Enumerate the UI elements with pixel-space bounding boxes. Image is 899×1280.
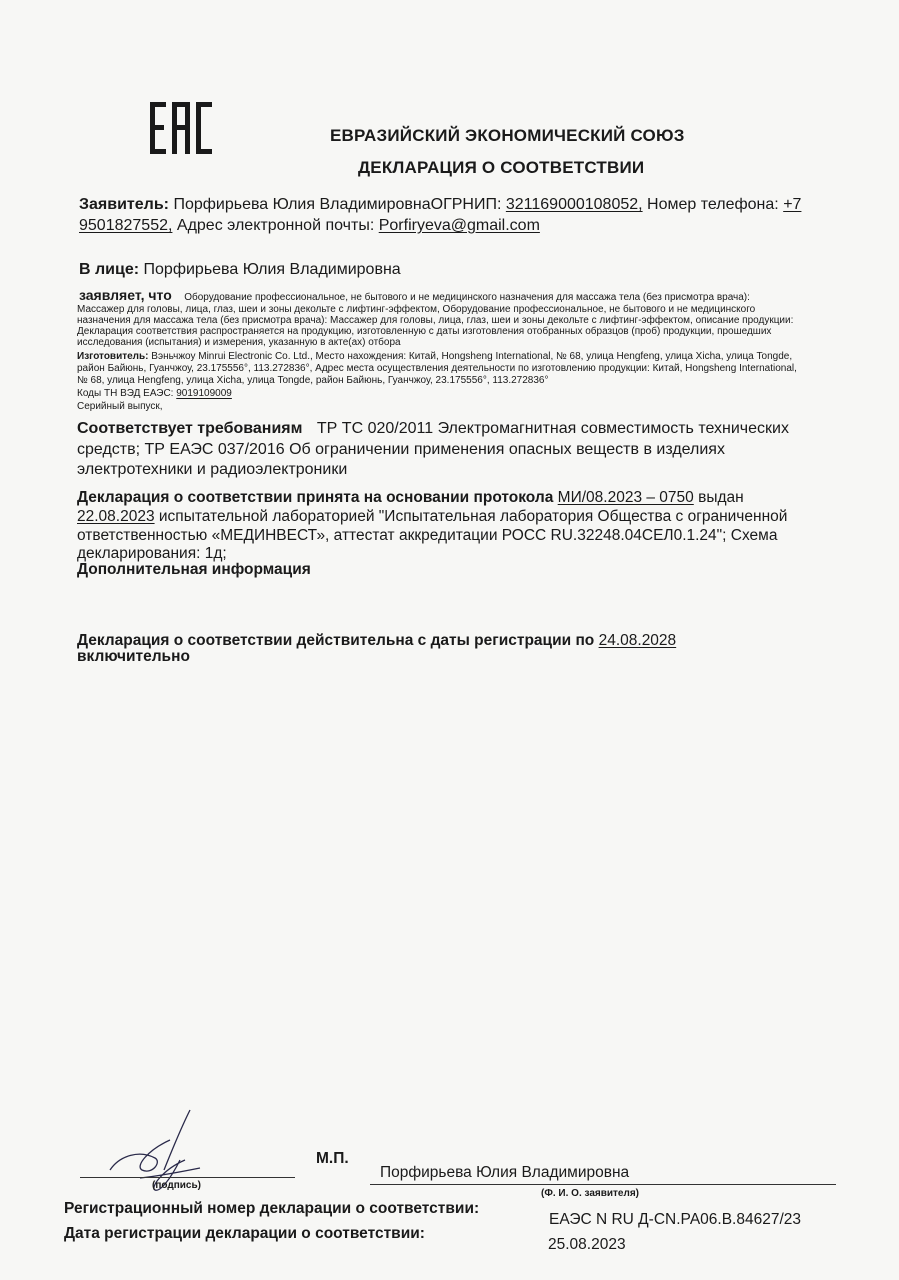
applicant-signature-name: Порфирьева Юлия Владимировна (380, 1164, 630, 1181)
validity-label: Декларация о соответствии действительна с даты регистрации по (77, 632, 595, 649)
declares-text-1: Оборудование профессиональное, не бытового и не медицинского назначения для массажа тела (без присмотра врача): (184, 292, 750, 303)
person-line (79, 261, 401, 279)
declares-label: заявляет, что (79, 287, 172, 303)
serial-text: Серийный выпуск, (77, 401, 163, 412)
person-label: В лице: (79, 261, 140, 278)
manufacturer-text-1: Вэньчжоу Minrui Electronic Co. Ltd., Место нахождения: Китай, Hongsheng International, № 68, улица Hengfeng, улица Xicha, улица Tongde, (151, 351, 793, 362)
requirements-text-1: ТР ТС 020/2011 Электромагнитная совместимость технических (316, 420, 789, 437)
union-heading: ЕВРАЗИЙСКИЙ ЭКОНОМИЧЕСКИЙ СОЮЗ (330, 126, 685, 145)
applicant-line-1 (79, 196, 801, 214)
applicant-label: Заявитель: (79, 196, 169, 213)
protocol-line-4: декларирования: 1д; (77, 545, 227, 562)
applicant-ogrnip: 321169000108052, (505, 196, 643, 213)
manufacturer-text-2: район Байюнь, Гуанчжоу, 23.175556°, 113.272836°, Адрес места осуществления деятельности по изготовлению продукции: Китай, Hongsheng International, (77, 363, 797, 374)
requirements-text-3: электротехники и радиоэлектроники (77, 461, 348, 478)
requirements-line-1 (77, 420, 789, 438)
registration-number-label: Регистрационный номер декларации о соответствии: (64, 1200, 480, 1217)
registration-number: ЕАЭС N RU Д-CN.РА06.В.84627/23 (549, 1211, 802, 1228)
name-caption: (Ф. И. О. заявителя) (541, 1188, 640, 1199)
requirements-text-2: средств; ТР ЕАЭС 037/2016 Об ограничении применения опасных веществ в изделиях (77, 441, 725, 458)
additional-info-label: Дополнительная информация (77, 561, 311, 578)
declares-line-1 (79, 287, 750, 305)
applicant-name: Порфирьева Юлия ВладимировнаОГРНИП: (173, 196, 502, 213)
signature-caption: (подпись) (152, 1180, 201, 1191)
protocol-line-1 (77, 489, 744, 507)
email-label: Адрес электронной почты: (176, 217, 375, 234)
validity-date: 24.08.2028 (598, 632, 677, 649)
applicant-line-2 (79, 217, 540, 235)
eac-logo (148, 100, 214, 156)
protocol-issued: выдан (698, 489, 744, 506)
person-name: Порфирьева Юлия Владимировна (143, 261, 401, 278)
email-value: Porfiryeva@gmail.com (378, 217, 540, 234)
declares-text-5: исследования (испытания) и измерения, указанную в акте(ах) отбора (77, 337, 401, 348)
protocol-line-2 (77, 508, 787, 526)
requirements-label: Соответствует требованиям (77, 420, 303, 437)
codes-label: Коды ТН ВЭД ЕАЭС: (77, 388, 174, 399)
phone-label: Номер телефона: (647, 196, 779, 213)
declares-text-4: Декларация соответствия распространяется на продукцию, изготовленную с даты изготовления отобранных образцов (проб) продукции, прошедших (77, 326, 772, 337)
signature-line (80, 1177, 295, 1178)
protocol-line-3: ответственностью «МЕДИНВЕСТ», аттестат аккредитации РОСС RU.32248.04СЕЛ0.1.24"; Схема (77, 527, 778, 544)
declares-text-3: назначения для массажа тела (без присмотра врача): Массажер для головы, лица, глаз, шеи и зоны декольте с лифтинг-эффектом, описание продукции: (77, 315, 794, 326)
registration-date: 25.08.2023 (548, 1236, 626, 1253)
protocol-label: Декларация о соответствии принята на основании протокола (77, 489, 554, 506)
manufacturer-label: Изготовитель: (77, 351, 149, 362)
validity-suffix: включительно (77, 648, 190, 665)
manufacturer-text-3: № 68, улица Hengfeng, улица Xicha, улица Tongde, район Байюнь, Гуанчжоу, 23.175556°, 113.272836° (77, 375, 549, 386)
registration-date-label: Дата регистрации декларации о соответствии: (64, 1225, 425, 1242)
stamp-label: М.П. (316, 1150, 349, 1167)
codes-value: 9019109009 (176, 388, 232, 399)
protocol-lab: испытательной лабораторией "Испытательная лаборатория Общества с ограниченной (158, 508, 788, 525)
codes-line (77, 388, 232, 399)
declares-text-2: Массажер для головы, лица, глаз, шеи и зоны декольте с лифтинг-эффектом, Оборудование профессиональное, не бытового и не медицинского (77, 304, 756, 315)
protocol-date: 22.08.2023 (77, 508, 155, 525)
phone-part1: +7 (783, 196, 802, 213)
manufacturer-line-1 (77, 351, 792, 362)
document-title: ДЕКЛАРАЦИЯ О СООТВЕТСТВИИ (358, 158, 645, 177)
name-line (370, 1184, 836, 1185)
protocol-number: МИ/08.2023 – 0750 (557, 489, 694, 506)
phone-part2: 9501827552, (79, 217, 173, 234)
